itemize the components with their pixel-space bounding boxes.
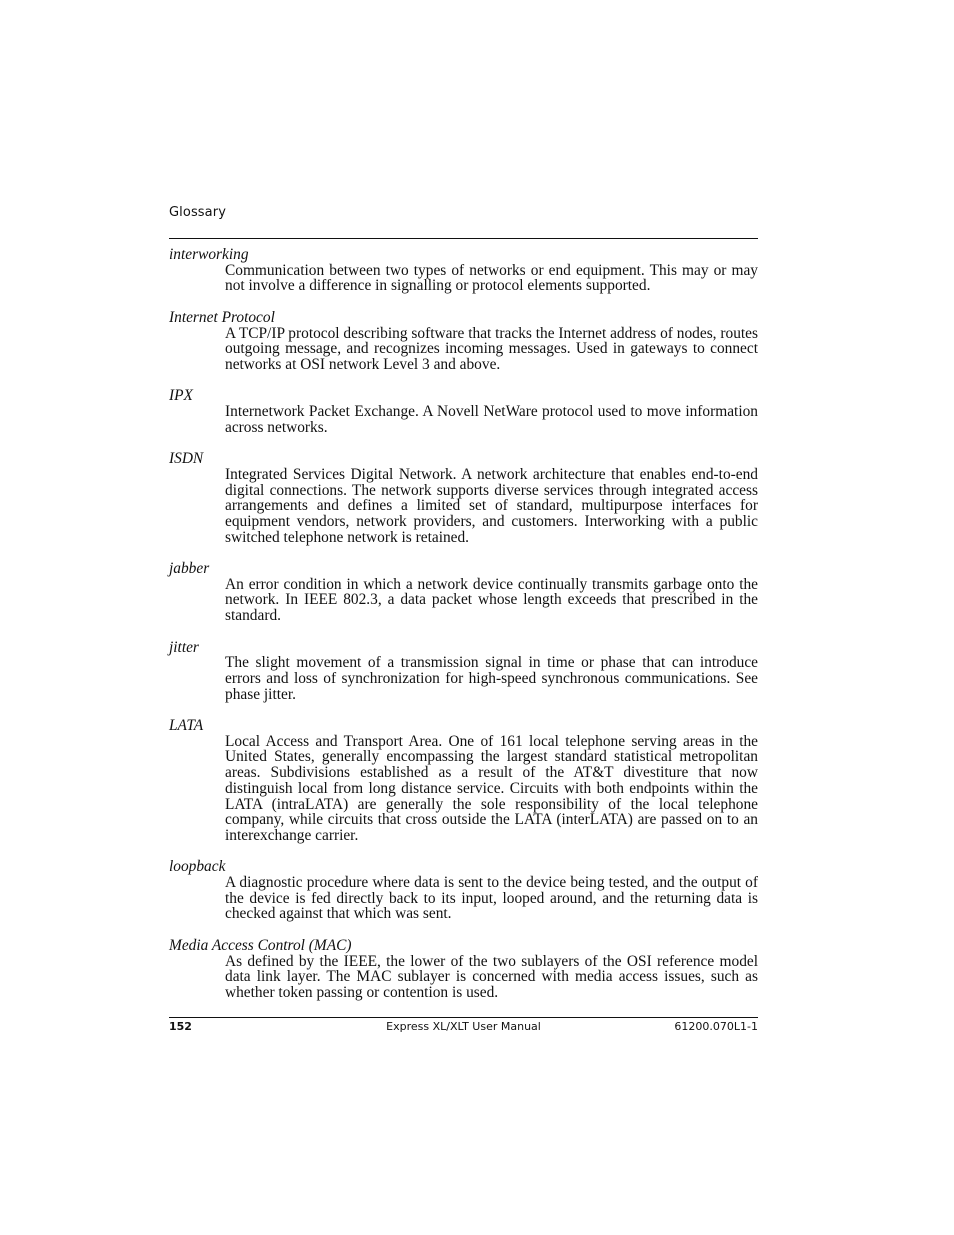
glossary-definition: The slight movement of a transmission signal in time or phase that can introduce errors and loss of synchronization for high-speed synchronous communications. See phase jitter. bbox=[225, 654, 758, 703]
glossary-term: IPX bbox=[169, 387, 193, 405]
page-footer bbox=[169, 1020, 758, 1036]
glossary-entry bbox=[169, 561, 758, 624]
glossary-entry bbox=[169, 310, 758, 373]
glossary-definition: Communication between two types of networks or end equipment. This may or may not involve a difference in signalling or protocol elements supported. bbox=[225, 261, 758, 295]
glossary-definition: Internetwork Packet Exchange. A Novell NetWare protocol used to move information across networks. bbox=[225, 403, 758, 436]
glossary-entry bbox=[169, 640, 758, 703]
glossary-entries bbox=[169, 247, 758, 1016]
glossary-term: Internet Protocol bbox=[169, 308, 275, 326]
header-rule bbox=[169, 238, 758, 239]
glossary-definition: Integrated Services Digital Network. A network architecture that enables end-to-end digital connections. The network supports diverse services through integrated access arrangements and defines a limited set of standard, multipurpose interfaces for equipment vendors, network providers, and customers. Interworking with a public switched telephone network is retained. bbox=[225, 465, 758, 546]
glossary-definition: A TCP/IP protocol describing software that tracks the Internet address of nodes, routes outgoing message, and recognizes incoming messages. Used in gateways to connect networks at OSI network Level 3 and above. bbox=[225, 324, 758, 373]
glossary-entry bbox=[169, 451, 758, 545]
glossary-entry bbox=[169, 388, 758, 435]
glossary-term: Media Access Control (MAC) bbox=[169, 936, 352, 954]
glossary-entry bbox=[169, 859, 758, 922]
glossary-term: jabber bbox=[169, 560, 210, 577]
glossary-definition: An error condition in which a network device continually transmits garbage onto the network. In IEEE 802.3, a data packet whose length exceeds that prescribed in the standard. bbox=[225, 575, 758, 625]
document-number: 61200.070L1-1 bbox=[674, 1020, 758, 1033]
manual-title: Express XL/XLT User Manual bbox=[386, 1020, 541, 1033]
glossary-definition: Local Access and Transport Area. One of 161 local telephone serving areas in the United States, generally encompassing the largest standard statistical metropolitan areas. Subdivisions established as a result of the AT&T divestiture that now distinguish local from long distance service. Circuits with both endpoints within the LATA (intraLATA) are generally the sole responsibility of the local telephone company, while circuits that cross outside the LATA (interLATA) are passed on to an interexchange carrier. bbox=[225, 732, 758, 844]
glossary-term: ISDN bbox=[169, 450, 204, 468]
glossary-entry bbox=[169, 938, 758, 1001]
footer-rule bbox=[169, 1017, 758, 1018]
running-head: Glossary bbox=[169, 205, 226, 220]
glossary-definition: As defined by the IEEE, the lower of the two sublayers of the OSI reference model data link layer. The MAC sublayer is concerned with media access issues, such as whether token passing or contention is used. bbox=[225, 952, 758, 1001]
page-number: 152 bbox=[169, 1020, 192, 1033]
glossary-term: loopback bbox=[169, 858, 226, 876]
glossary-definition: A diagnostic procedure where data is sent to the device being tested, and the output of the device is fed directly back to its input, looped around, and the returning data is checked against that which was sent. bbox=[225, 874, 758, 923]
glossary-entry bbox=[169, 247, 758, 294]
glossary-term: LATA bbox=[169, 717, 204, 734]
glossary-term: jitter bbox=[169, 638, 199, 656]
glossary-term: interworking bbox=[169, 246, 249, 263]
glossary-entry bbox=[169, 718, 758, 844]
